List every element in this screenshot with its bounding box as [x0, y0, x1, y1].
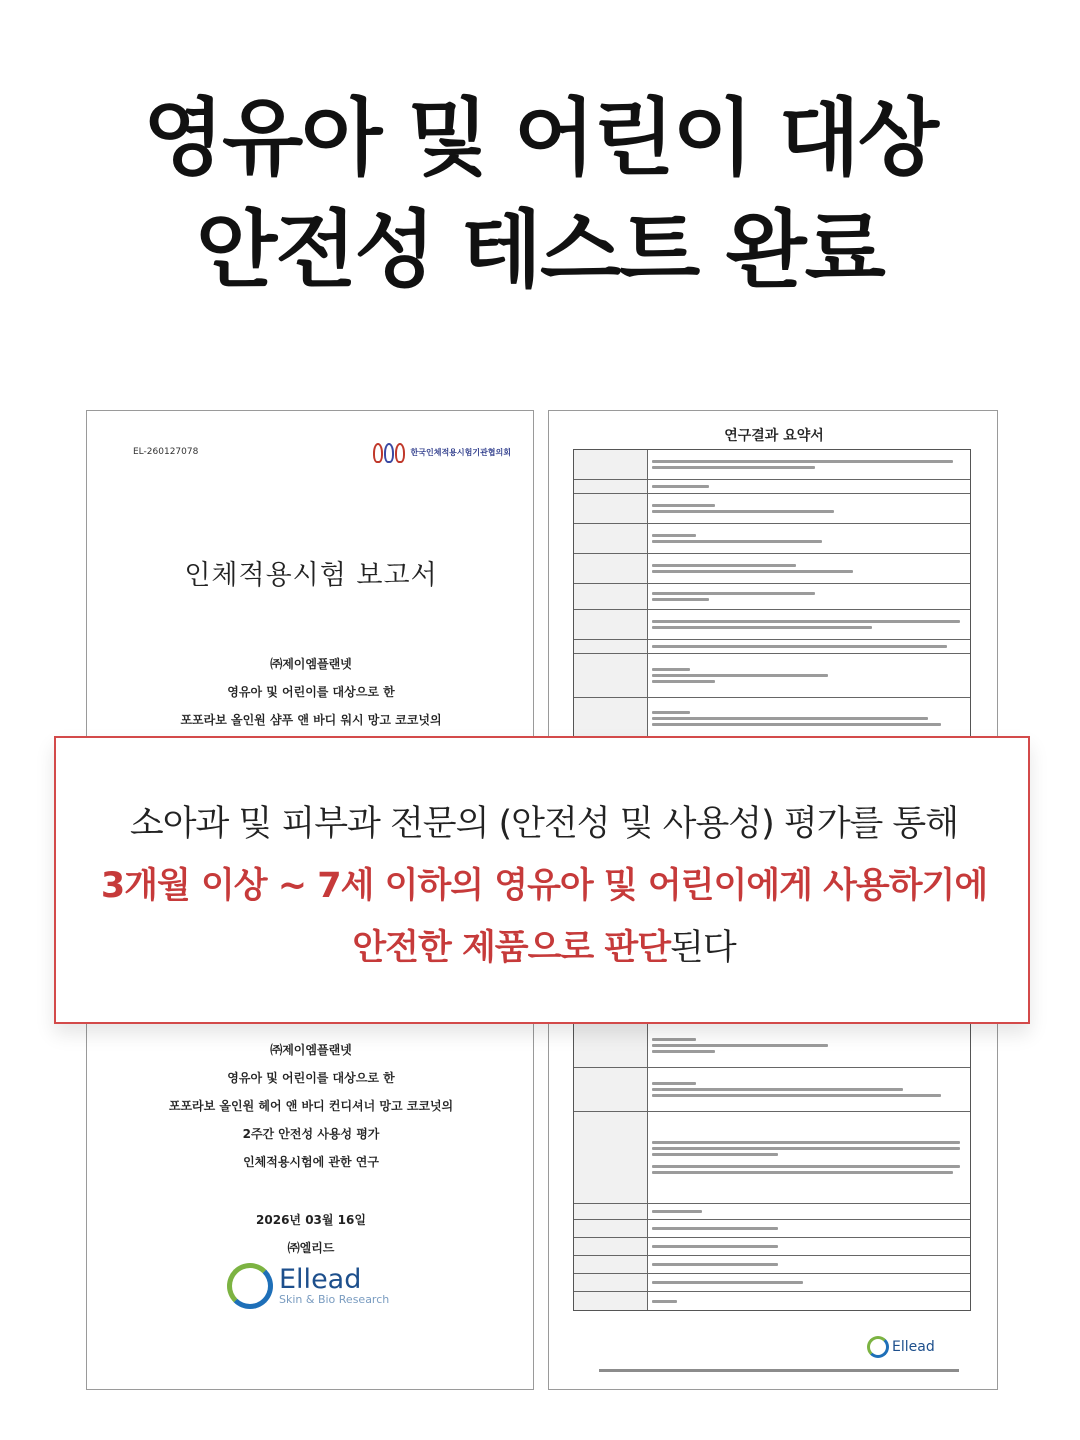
- study-line-4: 2주간 안전성 사용성 평가: [242, 1127, 380, 1141]
- company-name: ㈜제이엠플랜넷: [270, 1043, 352, 1057]
- summary-title: 연구결과 요약서: [724, 428, 824, 444]
- table-row: [574, 494, 970, 524]
- ellead-logo-small-icon: [867, 1336, 889, 1358]
- callout-line-3-suffix: 된다: [670, 928, 736, 968]
- table-row: [574, 1112, 970, 1204]
- table-row: [574, 698, 970, 738]
- summary-table-top: [573, 449, 971, 739]
- ellead-logo: [227, 1263, 389, 1309]
- study-line-5: 인체적용시험에 관한 연구: [243, 1155, 379, 1169]
- table-row: [574, 654, 970, 698]
- callout-line-1: 소아과 및 피부과 전문의 (안전성 및 사용성) 평가를 통해: [129, 804, 959, 844]
- issuer-name: ㈜엘리드: [287, 1241, 335, 1255]
- association-logo: [373, 441, 511, 465]
- study-line-2: 영유아 및 어린이를 대상으로 한: [227, 1071, 395, 1085]
- table-row: [574, 640, 970, 654]
- people-icon: [373, 441, 407, 465]
- table-row: [574, 1238, 970, 1256]
- table-row: [574, 1220, 970, 1238]
- top-company: ㈜제이엠플랜넷: [270, 657, 352, 671]
- table-row: [574, 1068, 970, 1112]
- ellead-logo-sub: Skin & Bio Research: [279, 1293, 390, 1306]
- table-row: [574, 610, 970, 640]
- table-row: [574, 1274, 970, 1292]
- study-line-3: 포포라보 올인원 헤어 앤 바디 컨디셔너 망고 코코넛의: [168, 1099, 454, 1113]
- summary-table-bottom: [573, 1023, 971, 1311]
- table-row: [574, 1256, 970, 1274]
- ellead-logo-small-name: Ellead: [892, 1339, 935, 1355]
- headline-line-2: 안전성 테스트 완료: [196, 201, 884, 299]
- ellead-logo-icon: [227, 1263, 273, 1309]
- table-row: [574, 1024, 970, 1068]
- callout-line-3: [56, 920, 1032, 970]
- callout-box: [54, 736, 1030, 1024]
- headline-line-1: 영유아 및 어린이 대상: [142, 89, 938, 187]
- table-row: [574, 480, 970, 494]
- table-row: [574, 524, 970, 554]
- ellead-logo-small: [867, 1336, 935, 1358]
- table-row: [574, 450, 970, 480]
- table-row: [574, 584, 970, 610]
- document-number: EL-260127078: [133, 447, 199, 457]
- footer-note: [599, 1369, 959, 1372]
- callout-line-3-highlight: 안전한 제품으로 판단: [352, 928, 671, 968]
- table-row: [574, 1292, 970, 1310]
- ellead-logo-name: Ellead: [279, 1264, 362, 1295]
- table-row: [574, 554, 970, 584]
- association-name: 한국인체적용시험기관협의회: [410, 448, 511, 457]
- report-title: 인체적용시험 보고서: [184, 560, 438, 591]
- report-date: 2026년 03월 16일: [256, 1213, 366, 1227]
- table-row: [574, 1204, 970, 1220]
- top-study-line-3: 포포라보 올인원 샴푸 앤 바디 워시 망고 코코넛의: [180, 713, 442, 727]
- top-study-line-2: 영유아 및 어린이를 대상으로 한: [227, 685, 395, 699]
- callout-line-2: 3개월 이상 ~ 7세 이하의 영유아 및 어린이에게 사용하기에: [100, 866, 988, 906]
